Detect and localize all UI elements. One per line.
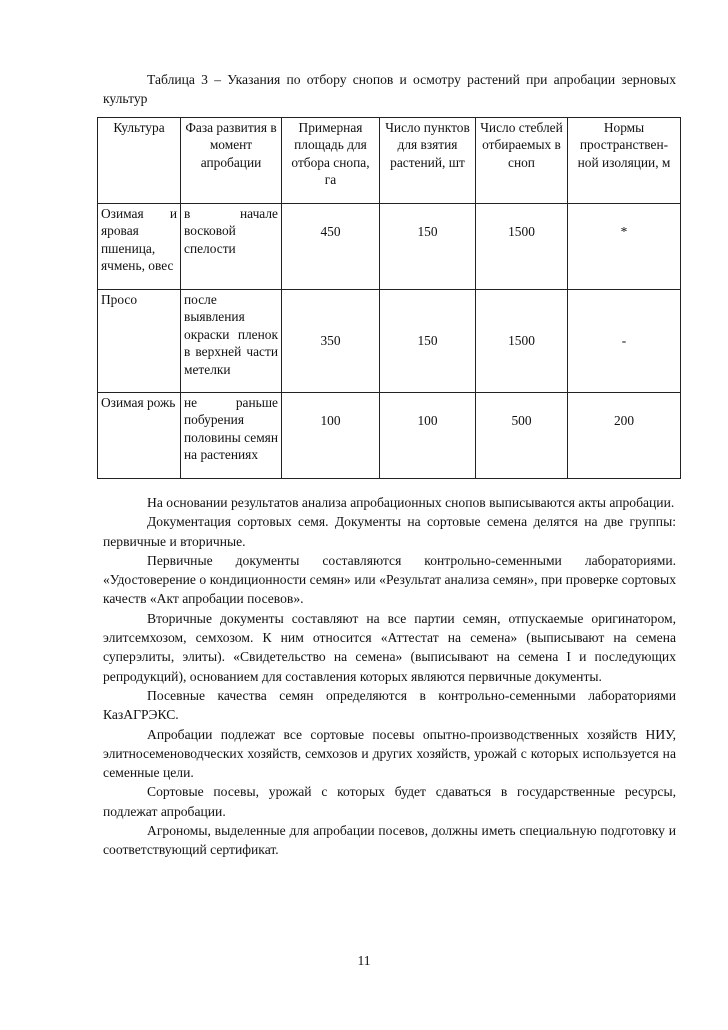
cell-isolation: 200 bbox=[568, 393, 681, 479]
body-text bbox=[103, 493, 676, 860]
header-culture: Культура bbox=[98, 118, 181, 204]
cell-phase: после выявления окраски пленок в верхней части метелки bbox=[181, 290, 282, 393]
paragraph: Апробации подлежат все сортовые посевы опытно-производственных хозяйств НИУ, элитносеменоводческих хозяйств, семхозов и других хозяйств, урожай с которых используется на семенные цели. bbox=[103, 726, 676, 781]
header-isolation: Нормы пространствен-ной изоляции, м bbox=[568, 118, 681, 204]
cell-area: 450 bbox=[282, 204, 380, 290]
paragraph: Первичные документы составляются контрольно-семенными лабораториями. «Удостоверение о кондиционности семян» или «Результат анализа семян», при проверке сортовых качеств «Акт апробации посевов». bbox=[103, 552, 676, 607]
cell-points: 150 bbox=[380, 204, 476, 290]
cell-culture: Озимая и яровая пшеница, ячмень, овес bbox=[98, 204, 181, 290]
cell-isolation: * bbox=[568, 204, 681, 290]
table-row bbox=[98, 290, 681, 393]
header-phase: Фаза развития в момент апробации bbox=[181, 118, 282, 204]
paragraph: Сортовые посевы, урожай с которых будет сдаваться в государственные ресурсы, подлежат апробации. bbox=[103, 784, 676, 819]
approbation-table bbox=[97, 117, 681, 479]
paragraph: На основании результатов анализа апробационных снопов выписываются акты апробации. bbox=[147, 495, 675, 510]
cell-points: 150 bbox=[380, 290, 476, 393]
cell-culture: Просо bbox=[98, 290, 181, 393]
cell-points: 100 bbox=[380, 393, 476, 479]
cell-stems: 1500 bbox=[476, 204, 568, 290]
cell-phase: не раньше побурения половины семян на растениях bbox=[181, 393, 282, 479]
paragraph: Агрономы, выделенные для апробации посевов, должны иметь специальную подготовку и соответствующий сертификат. bbox=[103, 823, 676, 858]
cell-area: 100 bbox=[282, 393, 380, 479]
cell-culture: Озимая рожь bbox=[98, 393, 181, 479]
page-number: 11 bbox=[357, 953, 371, 968]
table-row bbox=[98, 204, 681, 290]
cell-isolation: - bbox=[568, 290, 681, 393]
paragraph: Посевные качества семян определяются в контрольно-семенными лабораториями КазАГРЭКС. bbox=[103, 687, 676, 723]
header-stems: Число стеблей отбираемых в сноп bbox=[476, 118, 568, 204]
table-header-row bbox=[98, 118, 681, 204]
paragraph: Вторичные документы составляют на все партии семян, отпускаемые оригинатором, элитсемхозом, семхозом. К ним относится «Аттестат на семена» (выписывают на семена суперэлиты, элиты). «Свидетельство на семена» (выписывают на семена I и последующих репродукций), основанием для составления которых являются первичные документы. bbox=[103, 610, 676, 684]
header-points: Число пунктов для взятия растений, шт bbox=[380, 118, 476, 204]
header-area: Примерная площадь для отбора снопа, га bbox=[282, 118, 380, 204]
cell-stems: 500 bbox=[476, 393, 568, 479]
paragraph: Документация сортовых семя. Документы на сортовые семена делятся на две группы: первичные и вторичные. bbox=[103, 514, 676, 549]
cell-area: 350 bbox=[282, 290, 380, 393]
table-row bbox=[98, 393, 681, 479]
cell-phase: в начале восковой спелости bbox=[181, 204, 282, 290]
table-caption: Таблица 3 – Указания по отбору снопов и осмотру растений при апробации зерновых культур bbox=[103, 72, 676, 106]
cell-stems: 1500 bbox=[476, 290, 568, 393]
